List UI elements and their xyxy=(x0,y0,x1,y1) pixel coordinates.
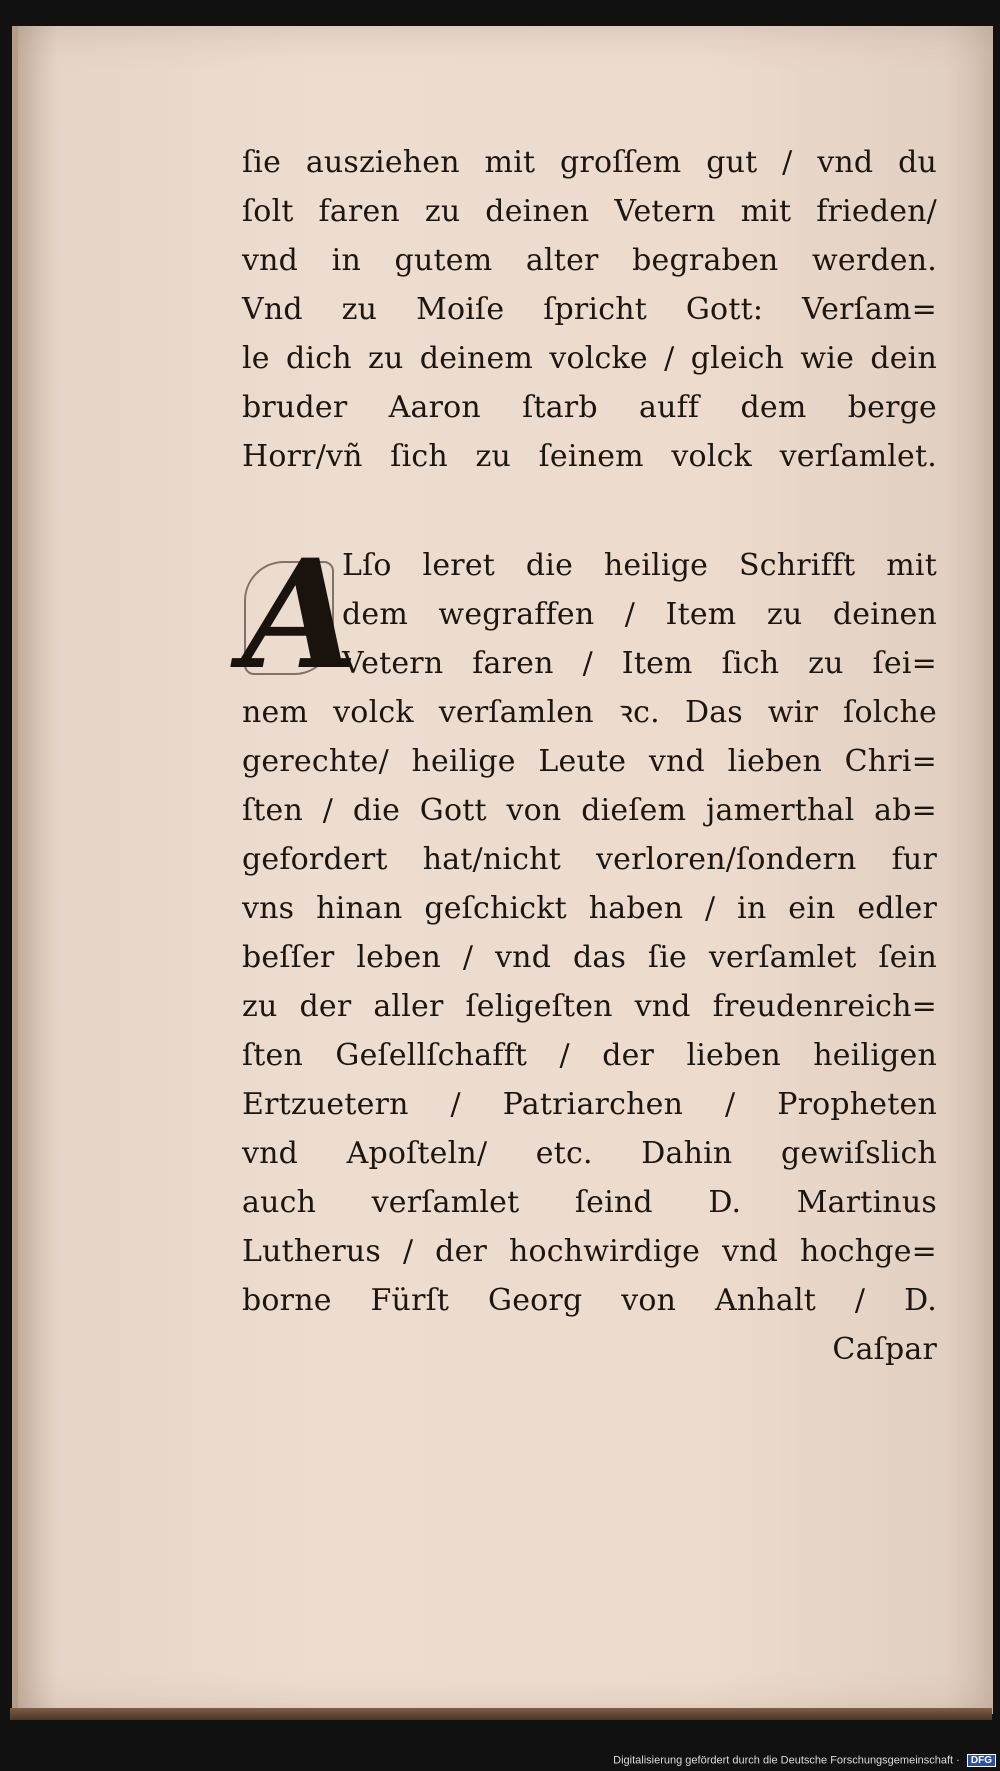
text-line: Horr/vñ ſich zu ſeinem volck verſamlet. xyxy=(242,439,937,474)
text-line: Lutherus / der hochwirdige vnd hochge= xyxy=(242,1234,937,1269)
paragraph-1 xyxy=(242,138,937,481)
text-line: le dich zu deinem volcke / gleich wie dein xyxy=(242,341,937,376)
text-line: nem volck verſamlen ꝛc. Das wir ſolche xyxy=(242,695,937,730)
text-line: vnd in gutem alter begraben werden. xyxy=(242,243,937,278)
paragraph-2 xyxy=(242,527,937,1374)
text-line: Vnd zu Moiſe ſpricht Gott: Verſam= xyxy=(242,292,937,327)
page-stack-bottom xyxy=(10,1708,992,1720)
catchword: Caſpar xyxy=(832,1332,937,1367)
text-line: Lſo leret die heilige Schrifft mit xyxy=(342,548,937,583)
text-line: Vetern faren / Item ſich zu ſei= xyxy=(342,646,937,681)
dfg-logo-icon: DFG xyxy=(967,1754,996,1767)
text-line: bruder Aaron ſtarb auff dem berge xyxy=(242,390,937,425)
text-line: Ertzuetern / Patriarchen / Propheten xyxy=(242,1087,937,1122)
text-line: gefordert hat/nicht verloren/ſondern fur xyxy=(242,842,937,877)
text-line: ſten Geſellſchafft / der lieben heiligen xyxy=(242,1038,937,1073)
credit-text: Digitalisierung gefördert durch die Deutsche Forschungsgemeinschaft · xyxy=(613,1754,960,1767)
text-line: gerechte/ heilige Leute vnd lieben Chri= xyxy=(242,744,937,779)
text-line: ſten / die Gott von dieſem jamerthal ab= xyxy=(242,793,937,828)
text-line: beſſer leben / vnd das ſie verſamlet ſein xyxy=(242,940,937,975)
text-line: auch verſamlet ſeind D. Martinus xyxy=(242,1185,937,1220)
drop-cap-initial: A xyxy=(242,527,359,703)
text-line: dem wegraffen / Item zu deinen xyxy=(342,597,937,632)
page-text xyxy=(242,138,937,1374)
text-line: borne Fürſt Georg von Anhalt / D. xyxy=(242,1283,937,1318)
text-line: vnd Apoſteln/ etc. Dahin gewiſslich xyxy=(242,1136,937,1171)
text-line: ſolt faren zu deinen Vetern mit frieden/ xyxy=(242,194,937,229)
digitization-credit xyxy=(613,1754,996,1767)
text-line: zu der aller ſeligeſten vnd freudenreich= xyxy=(242,989,937,1024)
text-line: vns hinan geſchickt haben / in ein edler xyxy=(242,891,937,926)
text-line: ſie ausziehen mit groſſem gut / vnd du xyxy=(242,145,937,180)
